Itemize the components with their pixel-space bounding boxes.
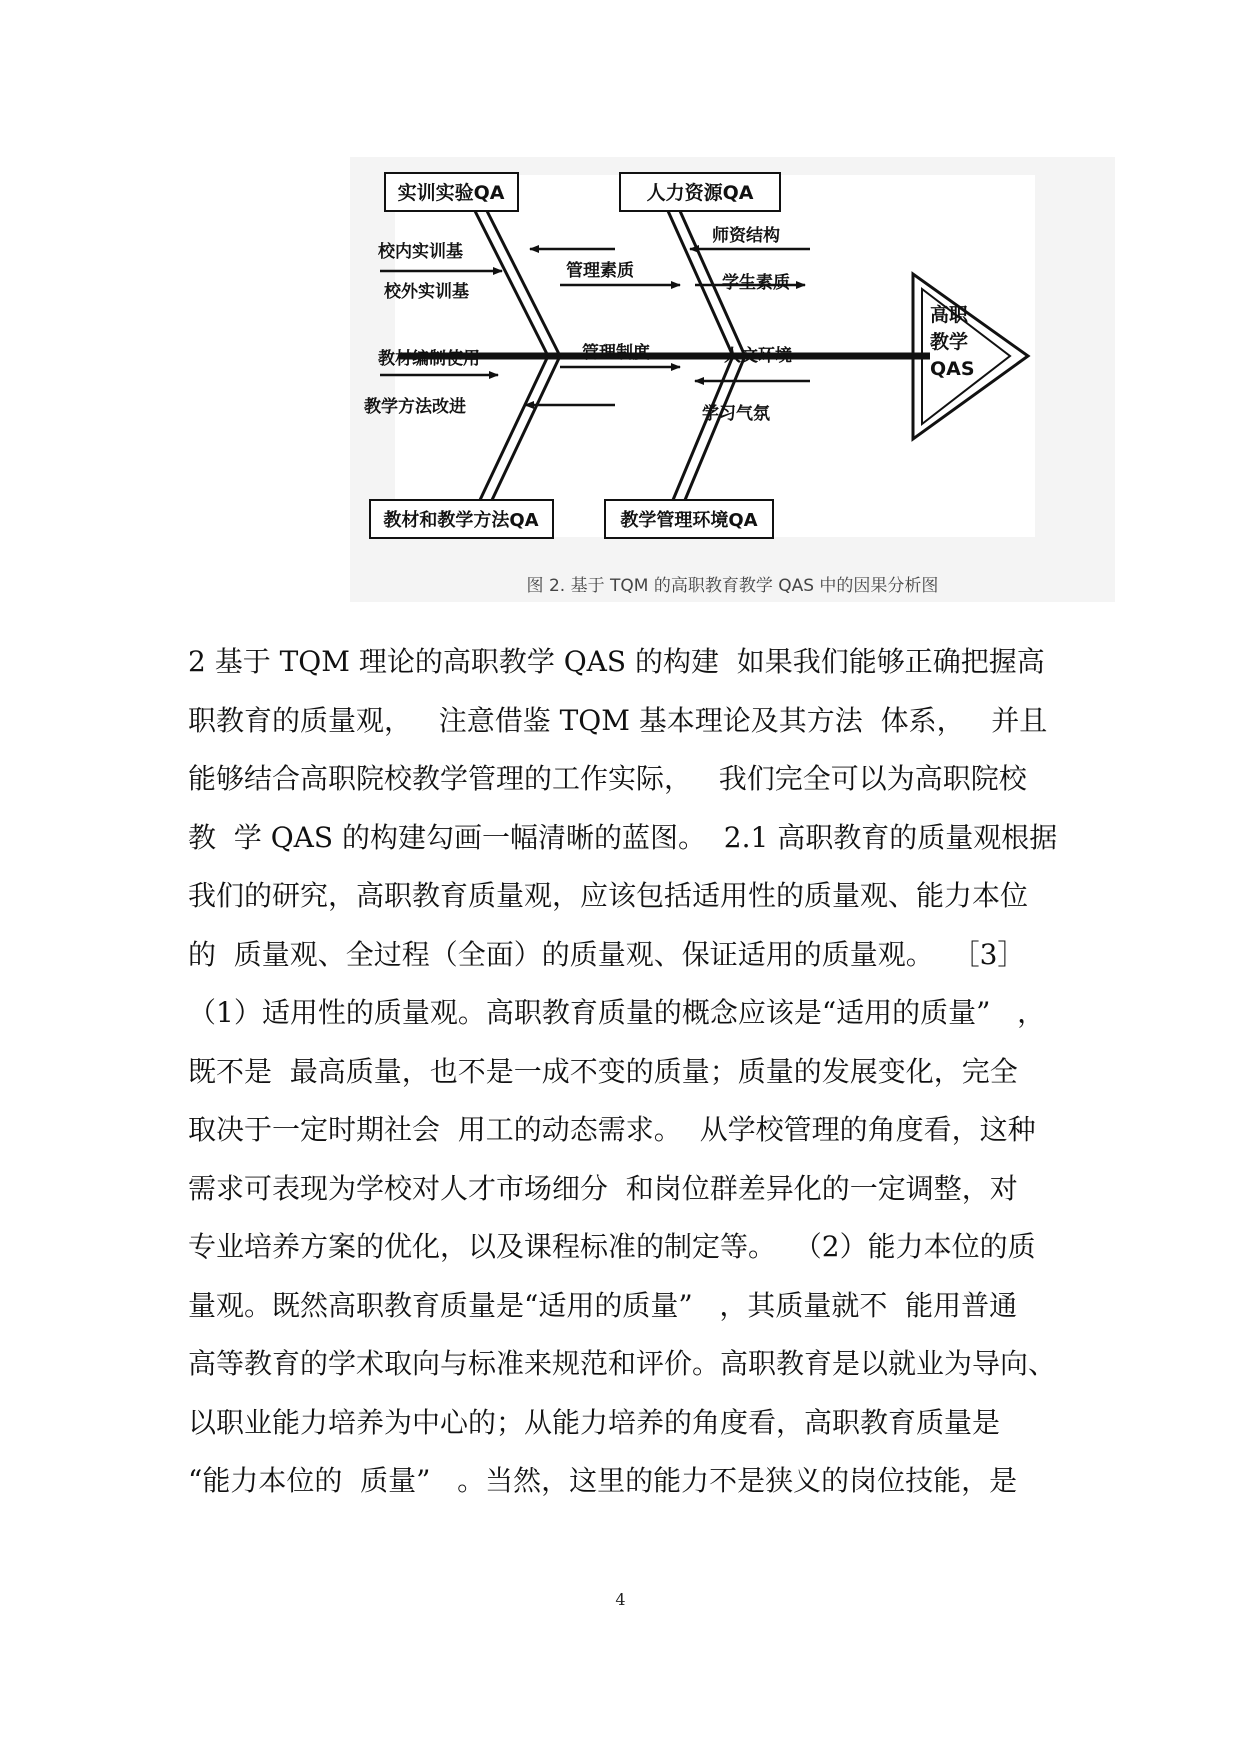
label-mgmt-system: 管理制度 xyxy=(582,343,650,363)
label-materials-compile: 教材编制使用 xyxy=(378,349,480,369)
label-humanities-env: 人文环境 xyxy=(724,346,792,366)
body-line: “能力本位的 质量” 。当然，这里的能力不是狭义的岗位技能，是 xyxy=(188,1464,1018,1497)
fishbone-diagram xyxy=(350,157,1115,557)
label-student-quality: 学生素质 xyxy=(722,273,790,293)
label-faculty-structure: 师资结构 xyxy=(712,226,780,246)
head-label-line-3: QAS xyxy=(930,358,975,380)
figure-caption: 图 2. 基于 TQM 的高职教育教学 QAS 中的因果分析图 xyxy=(526,576,939,596)
label-offcampus-base: 校外实训基 xyxy=(384,282,469,302)
label-study-atmosphere: 学习气氛 xyxy=(702,404,770,424)
box-hr-qa-label: 人力资源QA xyxy=(646,182,754,204)
fishbone-figure xyxy=(350,157,1115,602)
body-line: 2 基于 TQM 理论的高职教学 QAS 的构建 如果我们能够正确把握高 xyxy=(188,645,1045,678)
box-environment-qa-label: 教学管理环境QA xyxy=(620,510,758,531)
label-method-improve: 教学方法改进 xyxy=(364,397,466,417)
body-line: 既不是 最高质量，也不是一成不变的质量；质量的发展变化，完全 xyxy=(188,1054,1018,1088)
body-line: （1）适用性的质量观。高职教育质量的概念应该是“适用的质量” ， xyxy=(188,996,1046,1029)
body-line: 教 学 QAS 的构建勾画一幅清晰的蓝图。 2.1 高职教育的质量观根据 xyxy=(188,820,1058,854)
body-paragraph xyxy=(188,633,1058,1511)
body-line: 的 质量观、全过程（全面）的质量观、保证适用的质量观。 ［3］ xyxy=(188,937,1026,971)
body-line: 以职业能力培养为中心的；从能力培养的角度看，高职教育质量是 xyxy=(188,1405,1001,1439)
body-line: 我们的研究，高职教育质量观，应该包括适用性的质量观、能力本位 xyxy=(188,879,1029,912)
label-campus-base: 校内实训基 xyxy=(378,242,463,262)
page-number: 4 xyxy=(615,1590,626,1609)
head-label-line-1: 高职 xyxy=(930,304,969,326)
body-line: 职教育的质量观， 注意借鉴 TQM 基本理论及其方法 体系， 并且 xyxy=(188,703,1048,737)
box-training-qa-label: 实训实验QA xyxy=(397,182,505,204)
body-line: 专业培养方案的优化，以及课程标准的制定等。 （2）能力本位的质 xyxy=(188,1230,1036,1263)
label-mgmt-quality: 管理素质 xyxy=(566,261,634,281)
head-label-line-2: 教学 xyxy=(930,331,969,353)
body-line: 取决于一定时期社会 用工的动态需求。 从学校管理的角度看，这种 xyxy=(188,1113,1036,1146)
body-line: 高等教育的学术取向与标准来规范和评价。高职教育是以就业为导向、 xyxy=(188,1347,1057,1380)
body-line: 量观。既然高职教育质量是“适用的质量” ，其质量就不 能用普通 xyxy=(188,1288,1018,1322)
body-line: 能够结合高职院校教学管理的工作实际， 我们完全可以为高职院校 xyxy=(188,762,1027,795)
body-line: 需求可表现为学校对人才市场细分 和岗位群差异化的一定调整，对 xyxy=(188,1171,1018,1205)
box-materials-qa-label: 教材和教学方法QA xyxy=(383,510,539,531)
